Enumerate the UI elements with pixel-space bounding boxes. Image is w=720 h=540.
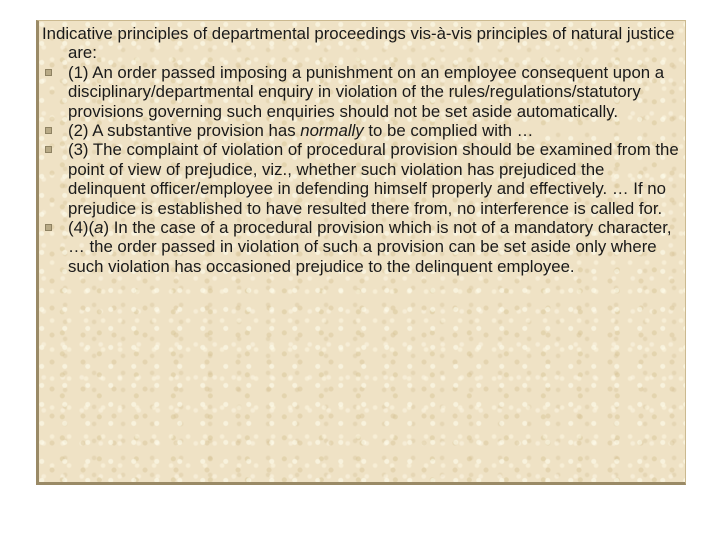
bullet-item-4	[42, 218, 682, 276]
bullet-text-before: (2) A substantive provision has	[68, 121, 301, 141]
square-bullet-icon	[45, 69, 52, 76]
bullet-item-1	[42, 63, 682, 121]
bullet-emphasis: a	[94, 218, 104, 238]
square-bullet-icon	[45, 224, 52, 231]
slide-content	[42, 24, 682, 276]
bullet-text-after: ) In the case of a procedural provision which is not of a mandatory character, … the order passed in violation of such a provision can be set aside only where such violation has occasioned prejudice to the delinquent employee.	[68, 218, 672, 276]
bullet-list	[42, 63, 682, 276]
square-bullet-icon	[45, 146, 52, 153]
bullet-text: (1) An order passed imposing a punishment on an employee consequent upon a disciplinary/departmental enquiry in violation of the rules/regulations/statutory provisions governing such enquiries should not be set aside automatically.	[68, 62, 665, 121]
bullet-item-2	[42, 121, 682, 140]
bullet-emphasis: normally	[300, 121, 364, 141]
bullet-text-before: (4)(	[68, 218, 95, 238]
bullet-text: (3) The complaint of violation of procedural provision should be examined from the point of view of prejudice, viz., whether such violation has prejudiced the delinquent officer/employee in defending himself properly and effectively. … If no prejudice is established to have resulted there from, no interference is called for.	[68, 140, 679, 218]
square-bullet-icon	[45, 127, 52, 134]
bullet-text-after: to be complied with …	[363, 121, 534, 141]
bullet-item-3	[42, 140, 682, 218]
intro-text: Indicative principles of departmental proceedings vis-à-vis principles of natural justice are:	[42, 24, 675, 63]
